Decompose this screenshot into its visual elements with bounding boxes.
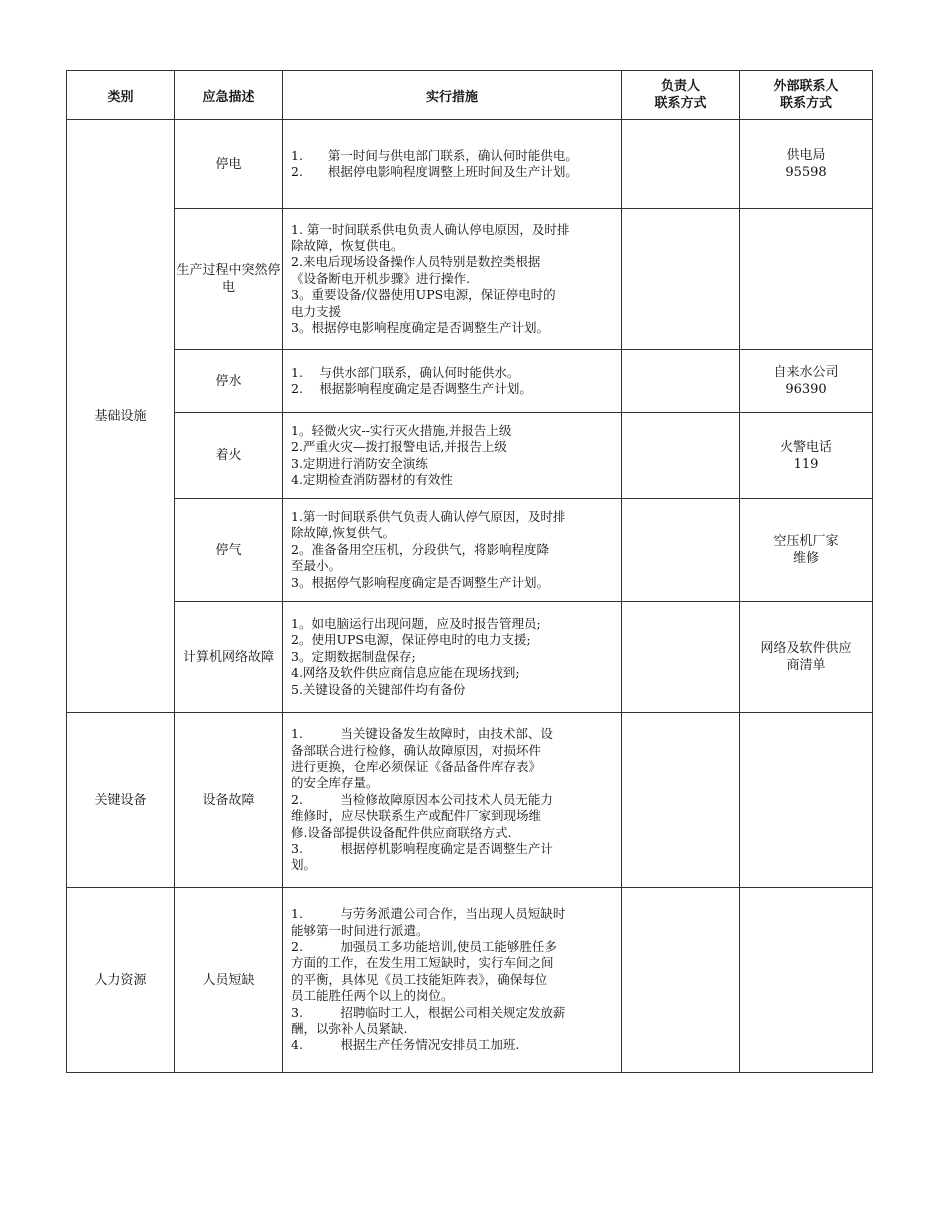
description-cell: 生产过程中突然停电 — [175, 209, 283, 350]
measure-line: 1.第一时间联系供气负责人确认停气原因，及时排 — [291, 508, 566, 524]
description-cell: 停气 — [175, 499, 283, 602]
external-contact-cell — [740, 350, 873, 413]
table-row — [67, 602, 873, 713]
measure-line: 《设备断电开机步骤》进行操作. — [291, 270, 470, 286]
measure-line: 3. 招聘临时工人，根据公司相关规定发放薪 — [291, 1004, 566, 1020]
measure-line: 5.关键设备的关键部件均有备份 — [291, 681, 466, 697]
header-row — [67, 71, 873, 120]
measure-line: 方面的工作，在发生用工短缺时，实行车间之间 — [291, 955, 554, 971]
measure-line: 2。准备备用空压机，分段供气，将影响程度降 — [291, 541, 549, 557]
external-contact-cell — [740, 209, 873, 350]
measure-line: 进行更换，仓库必须保证《备品备件库存表》 — [291, 758, 542, 774]
owner-contact-cell — [622, 602, 740, 713]
measure-line: 员工能胜任两个以上的岗位。 — [291, 988, 454, 1004]
owner-contact-cell — [622, 888, 740, 1073]
external-contact-cell — [740, 713, 873, 888]
table-row — [67, 888, 873, 1073]
measure-line: 的平衡，具体见《员工技能矩阵表》，确保每位 — [291, 971, 548, 987]
measures-cell — [283, 713, 622, 888]
header-owner-contact — [622, 71, 740, 120]
measure-line: 4. 根据生产任务情况安排员工加班. — [291, 1037, 520, 1053]
table-row — [67, 413, 873, 499]
category-cell: 基础设施 — [67, 120, 175, 713]
external-contact-line: 维修 — [792, 551, 819, 566]
measures-cell — [283, 209, 622, 350]
measure-line: 2. 根据影响程度确定是否调整生产计划。 — [291, 381, 532, 396]
external-contact-cell — [740, 120, 873, 209]
measure-line: 1。如电脑运行出现问题，应及时报告管理员; — [291, 615, 541, 631]
measure-line: 除故障,恢复供气。 — [291, 525, 395, 541]
external-contact-line: 供电局 — [786, 148, 826, 163]
measure-line: 酬，以弥补人员紧缺. — [291, 1021, 408, 1037]
description-cell: 停电 — [175, 120, 283, 209]
owner-contact-cell — [622, 413, 740, 499]
description-cell: 停水 — [175, 350, 283, 413]
measures-cell — [283, 120, 622, 209]
table-row — [67, 120, 873, 209]
measure-line: 备部联合进行检修，确认故障原因，对损坏件 — [291, 742, 542, 758]
measure-line: 2.严重火灾—拨打报警电话,并报告上级 — [291, 439, 507, 455]
measure-line: 1。轻微火灾--实行灭火措施,并报告上级 — [291, 422, 512, 438]
measures-cell — [283, 499, 622, 602]
measure-line: 修.设备部提供设备配件供应商联络方式. — [291, 824, 512, 840]
measures-cell — [283, 413, 622, 499]
measure-line: 3。重要设备/仪器使用UPS电源，保证停电时的 — [291, 287, 556, 303]
table-row — [67, 209, 873, 350]
measure-line: 1. 当关键设备发生故障时，由技术部、设 — [291, 726, 553, 742]
owner-contact-cell — [622, 120, 740, 209]
external-contact-line: 商清单 — [786, 658, 826, 673]
measure-line: 1. 第一时间联系供电负责人确认停电原因，及时排 — [291, 221, 570, 237]
header-measures: 实行措施 — [283, 71, 622, 120]
external-contact-cell — [740, 602, 873, 713]
header-owner-line: 联系方式 — [654, 96, 707, 111]
measure-line: 划。 — [291, 857, 317, 873]
header-owner-line: 负责人 — [660, 79, 700, 94]
category-cell: 关键设备 — [67, 713, 175, 888]
external-contact-line: 空压机厂家 — [773, 534, 839, 549]
owner-contact-cell — [622, 209, 740, 350]
measure-line: 3。定期数据制盘保存; — [291, 648, 416, 664]
owner-contact-cell — [622, 499, 740, 602]
description-cell: 人员短缺 — [175, 888, 283, 1073]
header-description: 应急描述 — [175, 71, 283, 120]
description-cell: 计算机网络故障 — [175, 602, 283, 713]
description-cell: 着火 — [175, 413, 283, 499]
external-contact-line: 自来水公司 — [773, 365, 839, 380]
measure-line: 至最小。 — [291, 558, 342, 574]
measure-line: 2. 当检修故障原因本公司技术人员无能力 — [291, 791, 553, 807]
measure-line: 3。根据停电影响程度确定是否调整生产计划。 — [291, 320, 549, 336]
external-contact-cell — [740, 888, 873, 1073]
header-external-line: 外部联系人 — [773, 79, 839, 94]
description-cell: 设备故障 — [175, 713, 283, 888]
measure-line: 4.定期检查消防器材的有效性 — [291, 471, 453, 487]
measure-line: 3。根据停气影响程度确定是否调整生产计划。 — [291, 574, 549, 590]
table-row — [67, 713, 873, 888]
header-external-contact — [740, 71, 873, 120]
owner-contact-cell — [622, 350, 740, 413]
header-external-line: 联系方式 — [779, 96, 832, 111]
measure-line: 的安全库存量。 — [291, 775, 379, 791]
measure-line: 电力支援 — [291, 303, 342, 319]
measures-cell — [283, 350, 622, 413]
measure-line: 1. 与供水部门联系，确认何时能供水。 — [291, 364, 520, 380]
external-contact-line: 119 — [793, 456, 819, 472]
category-cell: 人力资源 — [67, 888, 175, 1073]
external-contact-line: 网络及软件供应 — [760, 641, 852, 656]
measure-line: 2. 根据停电影响程度调整上班时间及生产计划。 — [291, 164, 578, 179]
emergency-plan-table — [66, 70, 873, 1073]
header-category: 类别 — [67, 71, 175, 120]
measures-cell — [283, 602, 622, 713]
external-contact-line: 96390 — [785, 382, 827, 397]
external-contact-cell — [740, 499, 873, 602]
measure-line: 除故障，恢复供电。 — [291, 237, 404, 253]
measure-line: 维修时，应尽快联系生产或配件厂家到现场维 — [291, 808, 542, 824]
measure-line: 2。使用UPS电源，保证停电时的电力支援; — [291, 632, 531, 648]
measure-line: 4.网络及软件供应商信息应能在现场找到; — [291, 665, 520, 681]
measure-line: 1. 第一时间与供电部门联系，确认何时能供电。 — [291, 147, 578, 163]
external-contact-line: 火警电话 — [779, 439, 832, 455]
measure-line: 能够第一时间进行派遣。 — [291, 922, 429, 938]
measure-line: 2.来电后现场设备操作人员特别是数控类根据 — [291, 254, 541, 270]
table-row — [67, 499, 873, 602]
table-row — [67, 350, 873, 413]
external-contact-cell — [740, 413, 873, 499]
measures-cell — [283, 888, 622, 1073]
measure-line: 3. 根据停机影响程度确定是否调整生产计 — [291, 841, 553, 857]
owner-contact-cell — [622, 713, 740, 888]
measure-line: 2. 加强员工多功能培训,使员工能够胜任多 — [291, 938, 557, 954]
measure-line: 1. 与劳务派遣公司合作，当出现人员短缺时 — [291, 906, 566, 922]
external-contact-line: 95598 — [785, 165, 827, 180]
measure-line: 3.定期进行消防安全演练 — [291, 455, 428, 471]
